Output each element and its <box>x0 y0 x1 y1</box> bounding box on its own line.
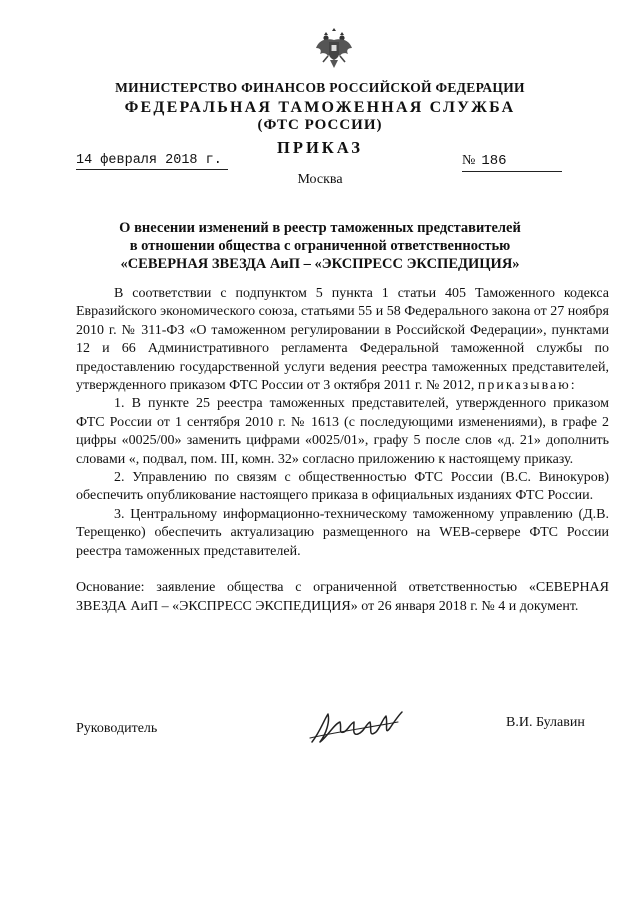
order-date: 14 февраля 2018 г. <box>76 153 228 170</box>
order-number: 186 <box>481 153 507 169</box>
order-subject <box>60 219 580 273</box>
ministry-name: МИНИСТЕРСТВО ФИНАНСОВ РОССИЙСКОЙ ФЕДЕРАЦИИ <box>115 80 525 95</box>
signatory-name: В.И. Булавин <box>506 715 585 730</box>
item-3-paragraph: 3. Центральному информационно-техническому таможенному управлению (Д.В. Терещенко) обеспечить актуализацию размещенного на WEB-сервере ФТС России реестра таможенных представителей. <box>76 506 609 559</box>
intro-paragraph <box>76 285 609 395</box>
signatory-role: Руководитель <box>76 721 158 736</box>
subject-line: в отношении общества с ограниченной ответственностью <box>129 238 511 254</box>
order-city: Москва <box>297 172 343 187</box>
service-name: ФЕДЕРАЛЬНАЯ ТАМОЖЕННАЯ СЛУЖБА <box>124 99 516 116</box>
basis-paragraph: Основание: заявление общества с ограниченной ответственностью «СЕВЕРНАЯ ЗВЕЗДА АиП – «ЭКСПРЕСС ЭКСПЕДИЦИЯ» от 26 января 2018 г. № 4 и документ. <box>76 580 609 614</box>
service-abbreviation: (ФТС РОССИИ) <box>257 117 383 133</box>
subject-line: «СЕВЕРНАЯ ЗВЕЗДА АиП – «ЭКСПРЕСС ЭКСПЕДИЦИЯ» <box>120 256 520 272</box>
document-type: ПРИКАЗ <box>277 138 363 157</box>
order-number-block <box>462 153 562 169</box>
intro-text: В соответствии с подпунктом 5 пункта 1 статьи 405 Таможенного кодекса Евразийского экономического союза, статьями 55 и 58 Федерального закона от 27 ноября 2010 г. № 311-ФЗ «О таможенном регулировании в Российской Федерации», пунктами 12 и 66 Административного регламента Федеральной таможенной службы по предоставлению государственной услуги ведения реестра таможенных представителей, утвержденного приказом ФТС России от 3 октября 2011 г. № 2012, <box>76 286 609 394</box>
order-word: приказываю: <box>477 378 577 394</box>
handwritten-signature <box>306 702 406 750</box>
item-1-paragraph: 1. В пункте 25 реестра таможенных представителей, утвержденного приказом ФТС России от 1 сентября 2010 г. № 1613 (с последующими изменениями), в графе 2 цифры «0025/00» заменить цифрами «0025/01», графу 5 после слов «д. 21» дополнить словами «, подвал, пом. III, комн. 32» согласно приложению к настоящему приказу. <box>76 396 609 467</box>
subject-line: О внесении изменений в реестр таможенных представителей <box>119 220 521 236</box>
order-body <box>76 285 609 616</box>
order-number-label: № <box>462 153 476 168</box>
item-2-paragraph: 2. Управлению по связям с общественностью ФТС России (В.С. Винокуров) обеспечить опубликование настоящего приказа в официальных изданиях ФТС России. <box>76 470 609 504</box>
double-headed-eagle-icon <box>314 26 354 70</box>
